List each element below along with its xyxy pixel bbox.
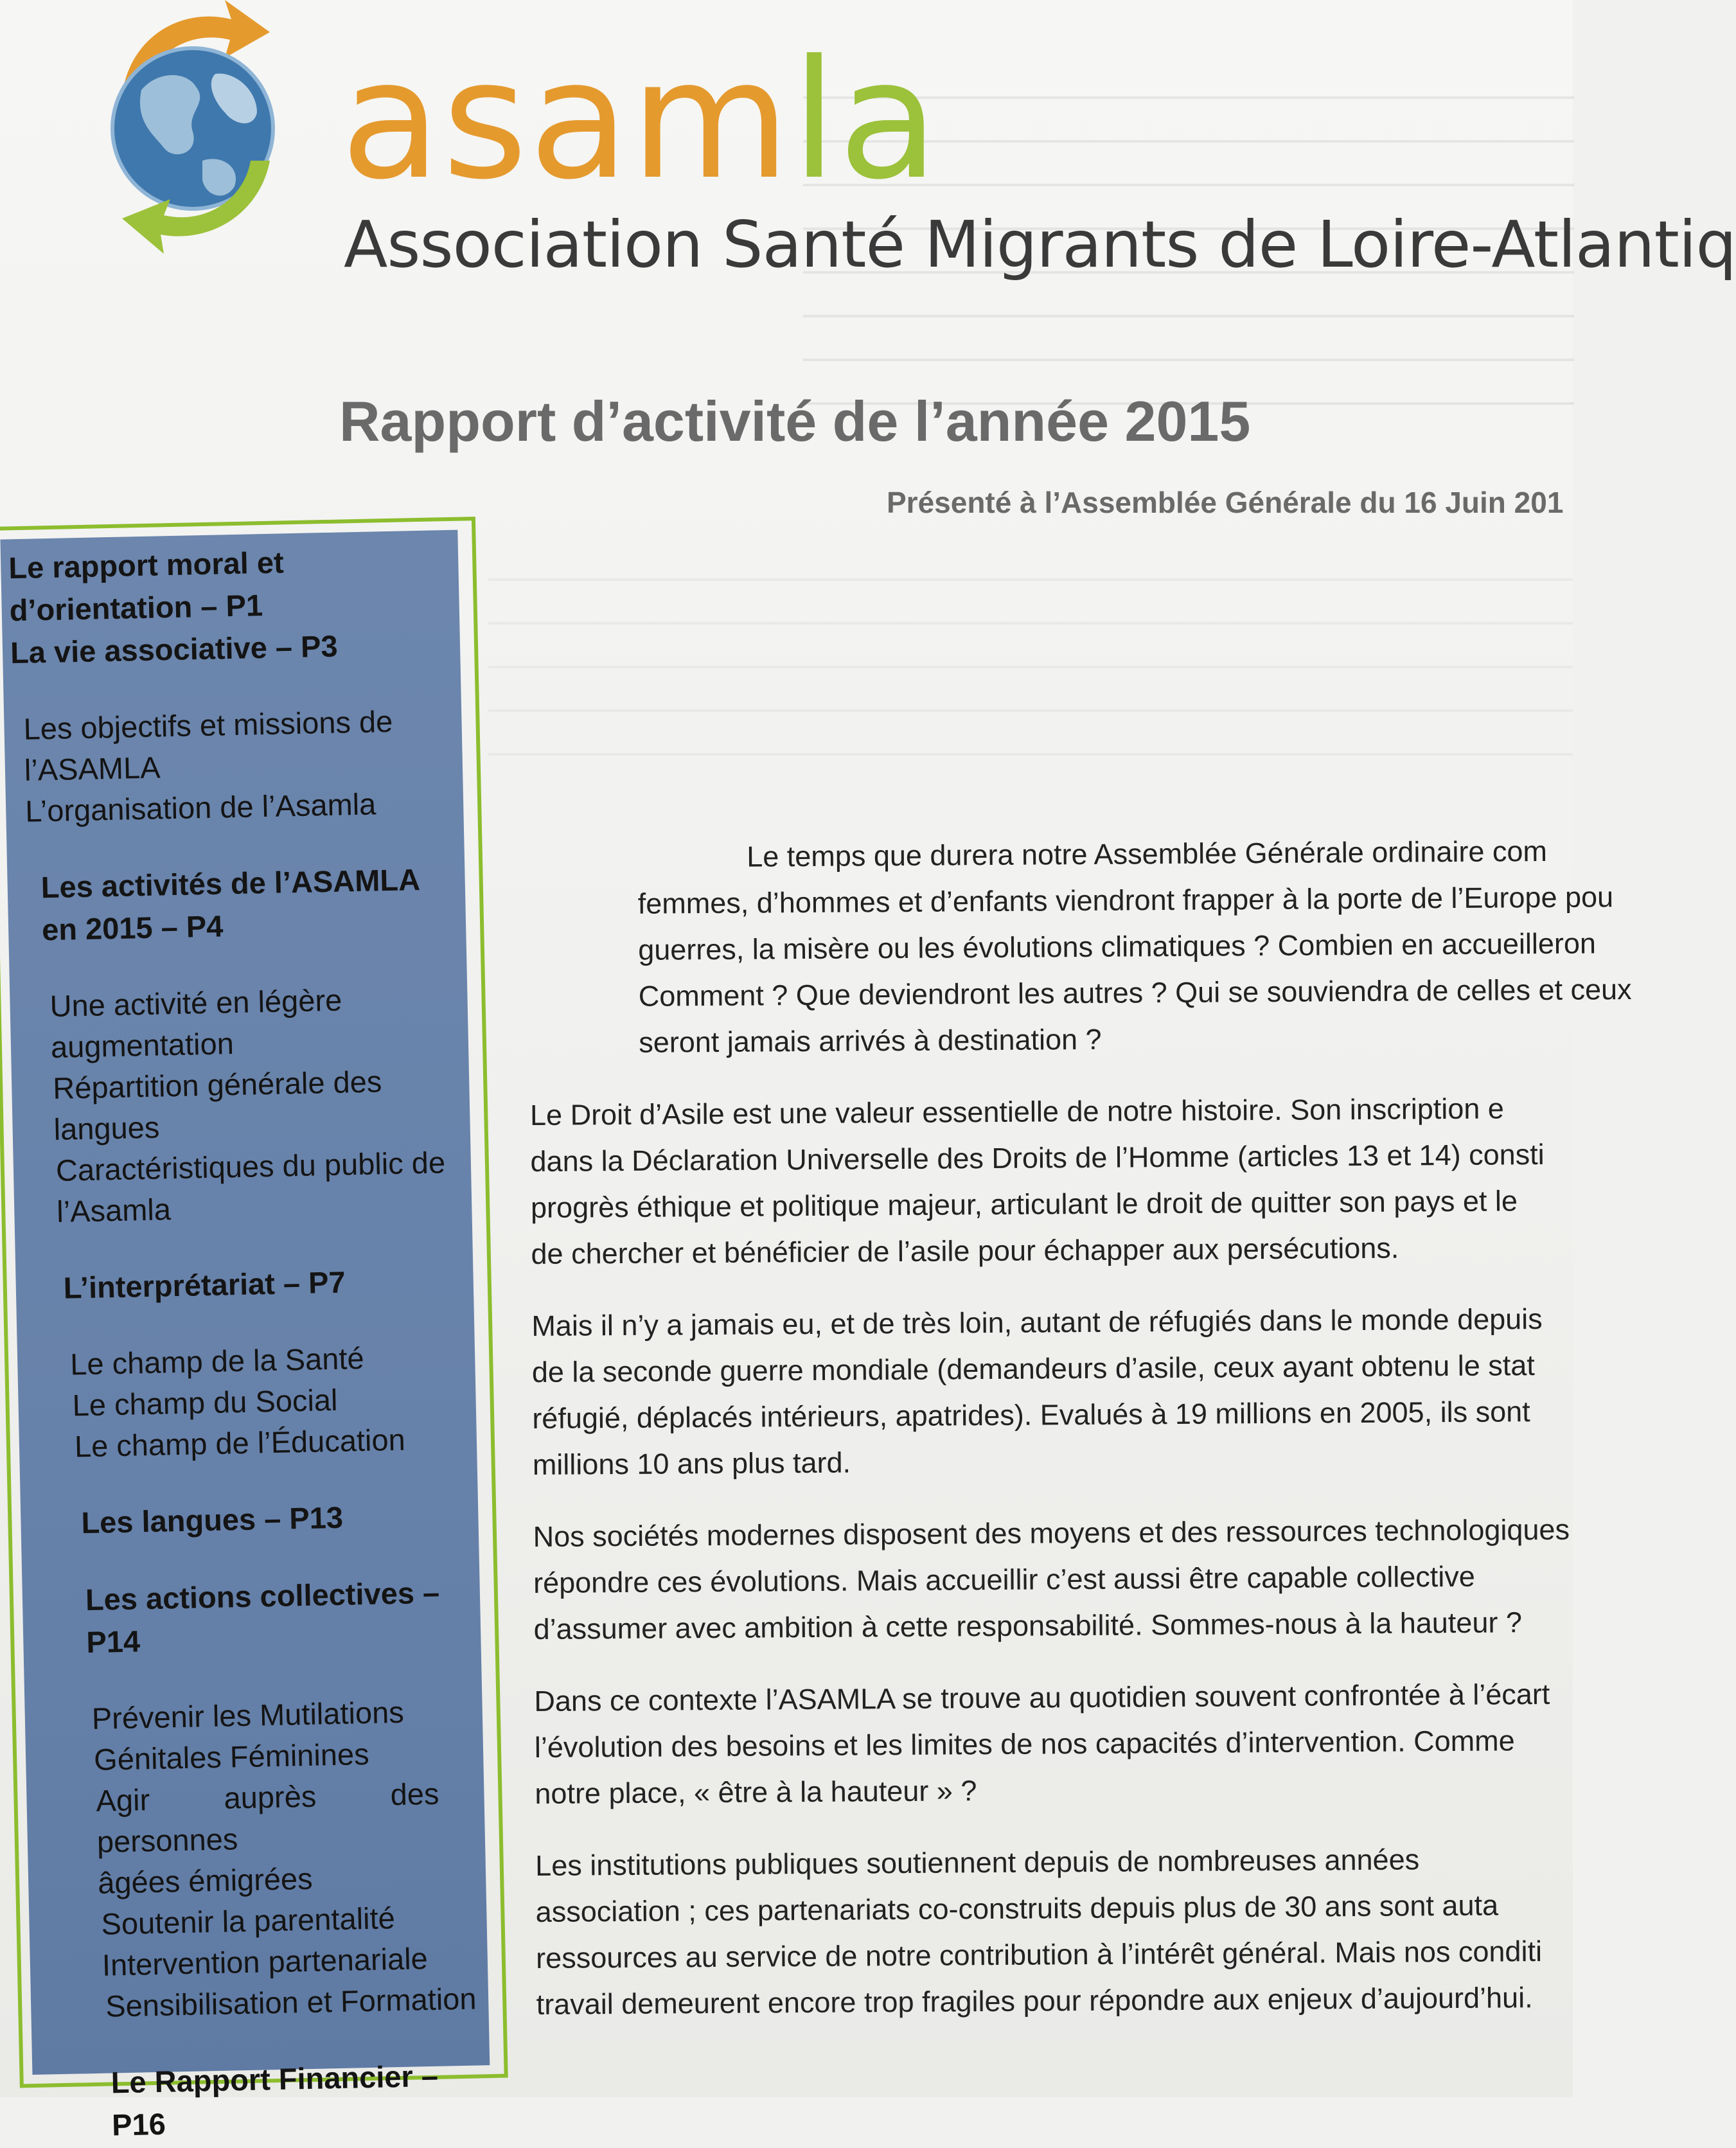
logo-word-part1: asam [341,25,792,216]
logo-word-part2: la [791,25,940,216]
toc-heading: en 2015 – P4 [41,909,224,947]
toc-subitem: l’Asamla [56,1192,172,1229]
toc-heading: La vie associative – P3 [10,628,339,670]
report-subtitle: Présenté à l’Assemblée Générale du 16 Juin 201 [887,486,1564,519]
body-paragraph [534,1671,1627,1817]
body-paragraph [530,1085,1624,1277]
body-line: l’évolution des besoins et les limites de nos capacités d’intervention. Comme [534,1724,1515,1764]
toc-subitem: âgées émigrées [97,1861,314,1900]
toc-heading: Les actions collectives –P14 [85,1575,440,1660]
body-text [528,828,1632,2054]
body-line: dans la Déclaration Universelle des Droits de l’Homme (articles 13 et 14) consti [530,1137,1545,1178]
body-line: Mais il n’y a jamais eu, et de très loin, autant de réfugiés dans le monde depuis [531,1302,1543,1342]
toc-subitem: Génitales Féminines [93,1736,370,1777]
toc-heading: Le Rapport Financier – P16 [111,2058,439,2142]
table-of-contents [8,538,492,2148]
body-line: ressources au service de notre contribution à l’intérêt général. Mais nos conditi [536,1935,1543,1975]
body-line: femmes, d’hommes et d’enfants viendront frapper à la porte de l’Europe pou [637,880,1614,920]
toc-subitem: Le champ de la Santé [69,1341,365,1381]
toc-subitem: L’organisation de l’Asamla [24,786,376,828]
body-line: de la seconde guerre mondiale (demandeurs d’asile, ceux ayant obtenu le stat [531,1349,1535,1389]
body-line: Comment ? Que deviendront les autres ? Qui se souviendra de celles et ceux [638,973,1632,1013]
toc-subitem: Sensibilisation et Formation [105,1981,477,2023]
body-line: de chercher et bénéficier de l’asile pour échapper aux persécutions. [531,1231,1399,1270]
toc-subitem: Les objectifs et missions de [23,704,393,746]
body-line: Dans ce contexte l’ASAMLA se trouve au quotidien souvent confrontée à l’écart [534,1677,1550,1718]
body-line: répondre ces évolutions. Mais accueillir c’est aussi être capable collective [533,1559,1475,1599]
body-line: guerres, la misère ou les évolutions climatiques ? Combien en accueilleron [638,927,1597,966]
body-line: Le Droit d’Asile est une valeur essentielle de notre histoire. Son inscription e [529,1092,1505,1132]
body-line: travail demeurent encore trop fragiles pour répondre aux enjeux d’aujourd’hui. [536,1981,1533,2021]
body-line: d’assumer avec ambition à cette responsabilité. Sommes-nous à la hauteur ? [533,1606,1523,1646]
toc-subitem: Une activité en légère [49,982,342,1024]
body-line: réfugié, déplacés intérieurs, apatrides). Evalués à 19 millions en 2005, ils sont [532,1395,1530,1435]
body-line: seront jamais arrivés à destination ? [639,1022,1102,1059]
toc-heading: Les activités de l’ASAMLA [40,862,421,905]
body-line: association ; ces partenariats co-construits depuis plus de 30 ans sont auta [535,1888,1499,1928]
toc-subitem: Agir auprès des personnes [95,1776,439,1859]
toc-heading: d’orientation – P1 [9,588,263,628]
globe-with-arrows-icon [96,0,289,257]
body-paragraph [531,1295,1625,1488]
toc-subitem: Le champ du Social [72,1382,338,1423]
toc-heading: L’interprétariat – P7 [63,1265,346,1305]
body-line: Les institutions publiques soutiennent depuis de nombreuses années [535,1843,1420,1882]
toc-subitem: augmentation [50,1026,235,1065]
report-title: Rapport d’activité de l’année 2015 [339,389,1251,453]
toc-subitem: langues [53,1110,160,1147]
body-paragraph [528,828,1632,1067]
toc-subitem: Intervention partenariale [102,1941,429,1982]
body-paragraph [533,1506,1625,1653]
body-paragraph [535,1835,1629,2028]
toc-subitem: Caractéristiques du public de [55,1145,446,1187]
toc-frame [0,517,508,2142]
body-line: Le temps que durera notre Assemblée Générale ordinaire com [747,834,1548,873]
body-line: progrès éthique et politique majeur, articulant le droit de quitter son pays et le [530,1184,1518,1224]
toc-subitem: l’ASAMLA [24,750,161,787]
toc-subitem: Prévenir les Mutilations [91,1694,405,1735]
toc-heading: Les langues – P13 [80,1500,344,1540]
body-line: Nos sociétés modernes disposent des moyens et des ressources technologiques [533,1513,1570,1553]
organization-name: Association Santé Migrants de Loire-Atlantiq [344,207,1736,282]
toc-subitem: Soutenir la parentalité [101,1901,396,1941]
toc-subitem: Le champ de l’Éducation [74,1422,406,1464]
toc-heading: Le rapport moral et [8,545,285,585]
logo-wordmark [341,25,940,216]
body-line: millions 10 ans plus tard. [532,1446,851,1481]
body-line: notre place, « être à la hauteur » ? [535,1774,977,1810]
show-through-text-lower [488,553,1573,784]
toc-subitem: Répartition générale des [52,1064,382,1106]
